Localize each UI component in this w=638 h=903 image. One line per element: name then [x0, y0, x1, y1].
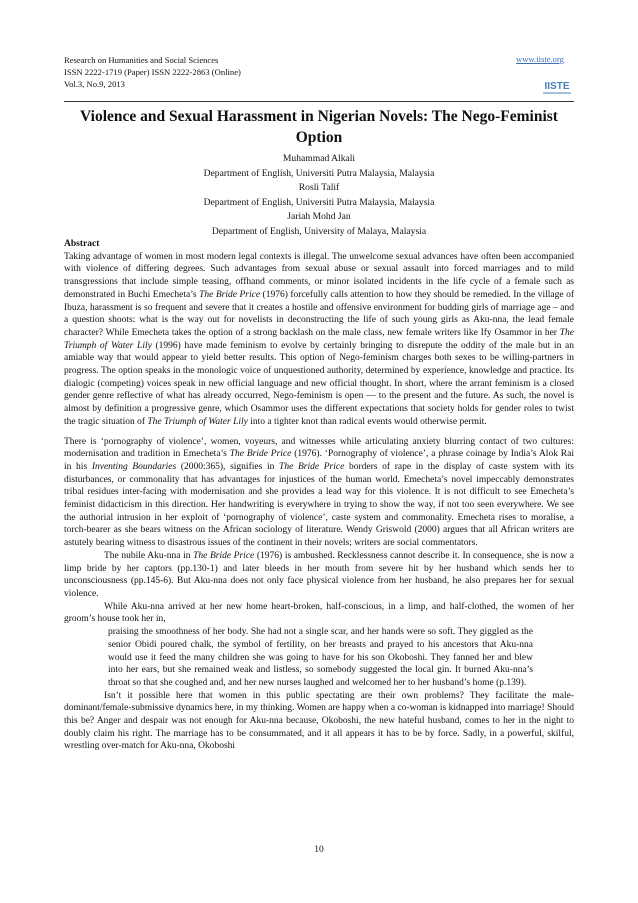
block-quote: praising the smoothness of her body. She had not a single scar, and her hands were so soft. They giggled as the senior Obidi poured chalk, the symbol of fertility, on her breasts and prayed to his ancestors that Aku-nna would use it feed the many children she was going to have for his son Okoboshi. They fanned her and blew into her ears, but she remained weak and listless, so somebody suggested the local gin. It burned Aku-nna’s throat so that she coughed and, and her new nurses laughed and welcomed her to her husband’s home (p.139).: [108, 627, 533, 688]
abstract-text: Taking advantage of women in most modern legal contexts is illegal. The unwelcome sexual advances have often been accompanied with violence of differing degrees. Such advantages from sexual abuse or sexual assault into forced marriages and to mild transgressions that include simple teasing, offhand comments, or minor isolated incidents in the life cycle of a female such as demonstrated in Buchi Emecheta’s The Bride Price (1976) forcefully calls attention to how they should be remedied. In the village of Ibuza, harassment is so frequent and severe that it creates a hostile and offensive environment for budding girls of marriage age – and a question shoots: what is the way out for novelists in deconstructing the life of such young girls as Aku-nna, the lead female character? While Emecheta takes the option of a strong backlash on the male class, new female writers like Ify Osammor in her The Triumph of Water Lily (1996) have made feminism to evolve by certainly bringing to disrepute the oddity of the male but in an amiable way that would appear to yield better results. This option of Nego-feminism charges both sexes to be willing-partners in progress. The option speaks in the monologic voice of unquestioned authority, determined by experience, knowledge and practice. Its dialogic (competing) voices speak in new official language and new official thought. In short, where the arrant feminism is a closed gender genre reflective of what has already occurred, Nego-feminism is open — to the present and the future. As such, the novel is almost by definition a progressive genre, which Osammor uses the different expectations that society holds for gender roles to twist the tragic situation of The Triumph of Water Lily into a tighter knot than radical events would otherwise permit.: [64, 251, 575, 427]
body-paragraph: While Aku-nna arrived at her new home heart-broken, half-conscious, in a limp, and half-clothed, the women of her groom’s house took her in,: [64, 601, 574, 625]
author-name: Rosli Talif: [298, 182, 340, 193]
author-affiliation: Department of English, Universiti Putra Malaysia, Malaysia: [203, 167, 435, 179]
journal-volume: Vol.3, No.9, 2013: [64, 79, 125, 89]
page-number: 10: [314, 845, 324, 855]
journal-url-link[interactable]: www.iiste.org: [516, 54, 564, 64]
journal-name: Research on Humanities and Social Sciences: [64, 55, 219, 65]
author-block: [64, 152, 574, 239]
journal-issn: ISSN 2222-1719 (Paper) ISSN 2222-2863 (Online): [64, 67, 241, 77]
author-affiliation: Department of English, Universiti Putra Malaysia, Malaysia: [203, 196, 435, 208]
paper-body: [64, 238, 574, 753]
author-name: Jariah Mohd Jan: [287, 211, 351, 222]
abstract-heading: Abstract: [64, 239, 100, 249]
body-paragraph: Isn’t it possible here that women in this public spectating are their own problems? They facilitate the male-dominant/female-submissive dynamics here, in my thinking. Women are happy when a co-woman is kidnapped into marriage! Should this be? Anger and despair was not enough for Aku-nna because, Okoboshi, the new hateful husband, comes to her in the night to doubly claim his right. The marriage has to be consummated, and it all appears it has to be by force. Sadly, in a powerful, skilful, wrestling over-match for Aku-nna, Okoboshi: [64, 690, 574, 752]
author-name: Muhammad Alkali: [282, 153, 356, 164]
iiste-logo-icon: [540, 72, 574, 98]
header-divider: [64, 101, 574, 102]
author-affiliation: Department of English, University of Malaya, Malaysia: [211, 225, 427, 237]
logo-text: IISTE: [544, 81, 570, 92]
body-paragraph: The nubile Aku-nna in The Bride Price (1976) is ambushed. Recklessness cannot describe it. In consequence, she is now a limp bride by her captors (pp.130-1) and later bleeds in her mouth from severe hit by her husband which sends her to unconsciousness (pp.145-6). But Aku-nna does not only face physical violence from her husband, he also prepares her for sexual violence.: [64, 550, 574, 599]
body-paragraph: There is ‘pornography of violence’, women, voyeurs, and witnesses while articulating anxiety blurring contact of two cultures: modernisation and tradition in Emecheta’s The Bride Price (1976). ‘Pornography of violence’, a phrase coinage by India’s Alok Rai in his Inventing Boundaries (2000:365), signifies in The Bride Price borders of rape in the display of caste system with its disturbances, or commonality that has advantages for injustices of the human world. Emecheta’s novel impeccably demonstrates tribal residues inter-facing with modernisation and she provides a lead way for this violence. It is not difficult to see Emecheta’s feminist didacticism in this direction. Her handwriting is everywhere in trying to show the way, if not too seen everywhere. We see the authorial intrusion in her exploit of ‘pornography of violence’, caste system and commonality. Emecheta rises to moralise, a torch-bearer as she bears witness on the African sociology of literature. Wendy Griswold (2000) argues that all African writers are astutely bearing witness to disastrous issues of the continent in their novels; writers are social commentators.: [64, 436, 574, 549]
paper-title: Violence and Sexual Harassment in Nigerian Novels: The Nego-Feminist Option: [80, 108, 558, 146]
